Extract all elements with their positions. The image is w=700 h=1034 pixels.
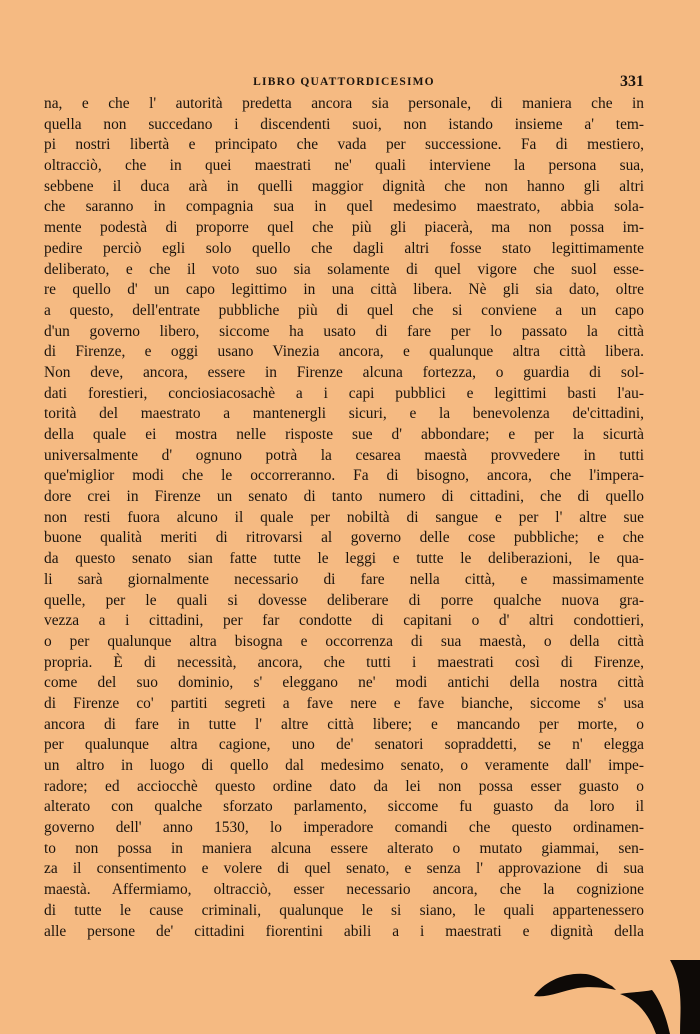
running-header <box>44 73 644 92</box>
text-line: che saranno in compagnia sua in quel medesimo maestrato, abbia sola- <box>44 198 644 216</box>
page-number: 331 <box>620 73 644 90</box>
text-line: di tutte le cause criminali, qualunque le si siano, le quali appartenessero <box>44 901 644 919</box>
text-line: pedire perciò egli solo quello che dagli altri fosse stato legittimamente <box>44 239 644 257</box>
text-line: dore crei in Firenze un senato di tanto numero di cittadini, che di quello <box>44 488 644 506</box>
text-line: o per qualunque altra bisogna e occorrenza di sua maestà, o della città <box>44 632 644 650</box>
text-line: di Firenze co' partiti segreti a fave nere e fave bianche, siccome s' usa <box>44 694 644 712</box>
text-line: universalmente d' ognuno potrà la cesarea maestà provvedere in tutti <box>44 446 644 464</box>
text-line: torità del maestrato a mantenergli sicuri, e la benevolenza de'cittadini, <box>44 405 644 423</box>
text-line: mente podestà di proporre quel che più gli piacerà, ma non possa im- <box>44 219 644 237</box>
text-line: sebbene il duca arà in quelli maggior dignità che non hanno gli altri <box>44 177 644 195</box>
text-line: radore; ed acciocchè questo ordine dato da lei non possa esser guasto o <box>44 777 644 795</box>
text-line: alterato con qualche sforzato parlamento, siccome fu guasto da loro il <box>44 798 644 816</box>
text-line: que'miglior modi che le occorreranno. Fa di bisogno, ancora, che l'impera- <box>44 467 644 485</box>
text-line: maestà. Affermiamo, oltracciò, esser necessario ancora, che la cognizione <box>44 881 644 899</box>
text-line: li sarà giornalmente necessario di fare nella città, e massimamente <box>44 570 644 588</box>
text-line: dati forestieri, conciosiacosachè a i capi pubblici e legittimi basti l'au- <box>44 384 644 402</box>
text-line: quella non succedano i discendenti suoi, non istando insieme a' tem- <box>44 115 644 133</box>
text-line: to non possa in maniera alcuna essere alterato o mutato giammai, sen- <box>44 839 644 857</box>
text-line: propria. È di necessità, ancora, che tutti i maestrati così di Firenze, <box>44 653 644 671</box>
text-line: da questo senato sian fatte tutte le leggi e tutte le deliberazioni, le qua- <box>44 550 644 568</box>
text-line: per qualunque altra cagione, uno de' senatori sopraddetti, se n' elegga <box>44 736 644 754</box>
text-line: alle persone de' cittadini fiorentini abili a i maestrati e dignità della <box>44 922 644 940</box>
text-line: Non deve, ancora, essere in Firenze alcuna fortezza, o guardia di sol- <box>44 363 644 381</box>
text-line: d'un governo libero, siccome ha usato di fare per lo passato la città <box>44 322 644 340</box>
text-line: non resti fuora alcuno il quale per nobiltà di sangue e per l' altre sue <box>44 508 644 526</box>
text-line: ancora di fare in tutte l' altre città libere; e mancando per morte, o <box>44 715 644 733</box>
text-line: za il consentimento e volere di quel senato, e senza l' approvazione di sua <box>44 860 644 878</box>
text-line: oltracciò, che in quei maestrati ne' quali interviene la persona sua, <box>44 157 644 175</box>
text-line: di Firenze, e oggi usano Vinezia ancora, e qualunque altra città libera. <box>44 343 644 361</box>
text-line: deliberato, e che il voto suo sia solamente di quel vigore che suol esse- <box>44 260 644 278</box>
text-line: buone qualità meriti di ritrovarsi al governo delle cose pubbliche; e che <box>44 529 644 547</box>
text-line: pi nostri libertà e principato che vada per successione. Fa di mestiero, <box>44 136 644 154</box>
text-line: quelle, per le quali si dovesse deliberare di porre qualche nuova gra- <box>44 591 644 609</box>
text-line: governo dell' anno 1530, lo imperadore comandi che questo ordinamen- <box>44 819 644 837</box>
text-line: come del suo dominio, s' eleggano ne' modi antichi della nostra città <box>44 674 644 692</box>
text-line: vezza a i cittadini, per far condotte di capitani o d' altri condottieri, <box>44 612 644 630</box>
body-text <box>44 94 644 942</box>
text-line: della quale ei mostra nelle risposte sue d' abbondare; e per la sicurtà <box>44 426 644 443</box>
text-line: un altro in luogo di quello dal medesimo senato, o veramente dall' impe- <box>44 757 644 774</box>
chapter-title: LIBRO QUATTORDICESIMO <box>253 76 435 88</box>
page-corner-scan-artifact <box>520 960 700 1034</box>
text-line: na, e che l' autorità predetta ancora sia personale, di maniera che in <box>44 95 644 112</box>
text-line: re quello d' un capo legittimo in una città libera. Nè gli sia dato, oltre <box>44 281 644 299</box>
text-line: a questo, dell'entrate pubbliche più di quel che si conviene a un capo <box>44 301 644 319</box>
